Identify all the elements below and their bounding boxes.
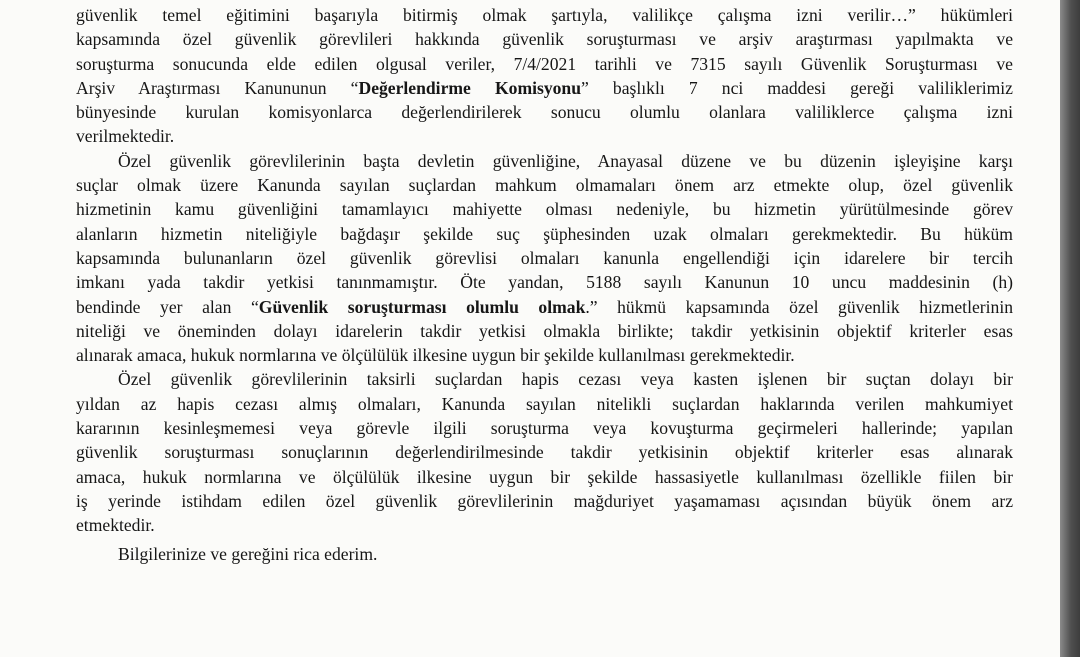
text-line: kararının kesinleşmemesi veya görevle ilgili soruşturma veya kovuşturma geçirmeleri hallerinde; yapılan [76, 418, 1013, 439]
text-line: alınarak amaca, hukuk normlarına ve ölçülülük ilkesine uygun bir şekilde kullanılması gerekmektedir. [76, 345, 795, 366]
text-line: niteliği ve öneminden dolayı idarelerin takdir yetkisi olmakla birlikte; takdir yetkisinin objektif kriterler esas [76, 320, 1013, 341]
text-segment: bendinde yer alan “ [76, 296, 259, 317]
bold-phrase-degerlendirme-komisyonu: Değerlendirme Komisyonu [358, 77, 581, 98]
paragraph-2 [76, 149, 1013, 368]
text-line [76, 76, 1013, 100]
paragraph-3 [76, 367, 1013, 537]
page-edge-shadow [1060, 0, 1080, 657]
text-line: kapsamında özel güvenlik görevlileri hakkında güvenlik soruşturması ve arşiv araştırması yapılmakta ve [76, 29, 1013, 50]
text-line [76, 295, 1013, 319]
text-line: iş yerinde istihdam edilen özel güvenlik görevlilerinin mağduriyet yaşamaması açısından büyük önem arz [76, 490, 1013, 511]
document-body [76, 3, 1013, 566]
text-line: amaca, hukuk normlarına ve ölçülülük ilkesine uygun bir şekilde hassasiyetle kullanılması özellikle fiilen bir [76, 466, 1013, 487]
text-line: güvenlik temel eğitimini başarıyla bitirmiş olmak şartıyla, valilikçe çalışma izni verilir…” hükümleri [76, 5, 1013, 25]
text-line: bünyesinde kurulan komisyonlarca değerlendirilerek sonucu olumlu olanlara valiliklerce çalışma izni [76, 102, 1013, 123]
text-line: güvenlik soruşturması sonuçlarının değerlendirilmesinde takdir yetkisinin objektif kriterler esas alınarak [76, 442, 1013, 463]
text-line: soruşturma sonucunda elde edilen olgusal veriler, 7/4/2021 tarihli ve 7315 sayılı Güvenlik Soruşturması ve [76, 53, 1013, 74]
text-line: alanların hizmetin niteliğiyle bağdaşır şekilde suç şüphesinden uzak olmaları gerekmektedir. Bu hüküm [76, 223, 1013, 244]
text-line: verilmektedir. [76, 126, 175, 147]
text-segment: Arşiv Araştırması Kanununun “ [76, 77, 359, 98]
text-line: Özel güvenlik görevlilerinin başta devletin güvenliğine, Anayasal düzene ve bu düzenin işleyişine karşı [118, 150, 1013, 171]
text-line: Özel güvenlik görevlilerinin taksirli suçlardan hapis cezası veya kasten işlenen bir suçtan dolayı bir [118, 369, 1013, 390]
text-line: etmektedir. [76, 515, 155, 536]
closing-line: Bilgilerinize ve gereğini rica ederim. [118, 543, 378, 564]
text-line: suçlar olmak üzere Kanunda sayılan suçlardan mahkum olmamaları önem arz etmekte olup, özel güvenlik [76, 175, 1013, 196]
text-segment: ” başlıklı 7 nci maddesi gereği valiliklerimiz [581, 77, 1013, 98]
text-segment: .” hükmü kapsamında özel güvenlik hizmetlerinin [585, 296, 1013, 317]
text-line: yıldan az hapis cezası almış olmaları, Kanunda sayılan nitelikli suçlardan haklarında verilen mahkumiyet [76, 393, 1013, 414]
text-line: imkanı yada takdir yetkisi tanınmamıştır. Öte yandan, 5188 sayılı Kanunun 10 uncu maddesinin (h) [76, 272, 1013, 293]
bold-phrase-guvenlik-sorusturmasi: Güvenlik soruşturması olumlu olmak [258, 296, 586, 317]
text-line: hizmetinin kamu güvenliğini tamamlayıcı mahiyette olması nedeniyle, bu hizmetin yürütülmesinde görev [76, 199, 1013, 220]
text-line: kapsamında bulunanların özel güvenlik görevlisi olmaları kanunla engellendiği için idarelere bir tercih [76, 247, 1013, 268]
paragraph-1 [76, 3, 1013, 149]
